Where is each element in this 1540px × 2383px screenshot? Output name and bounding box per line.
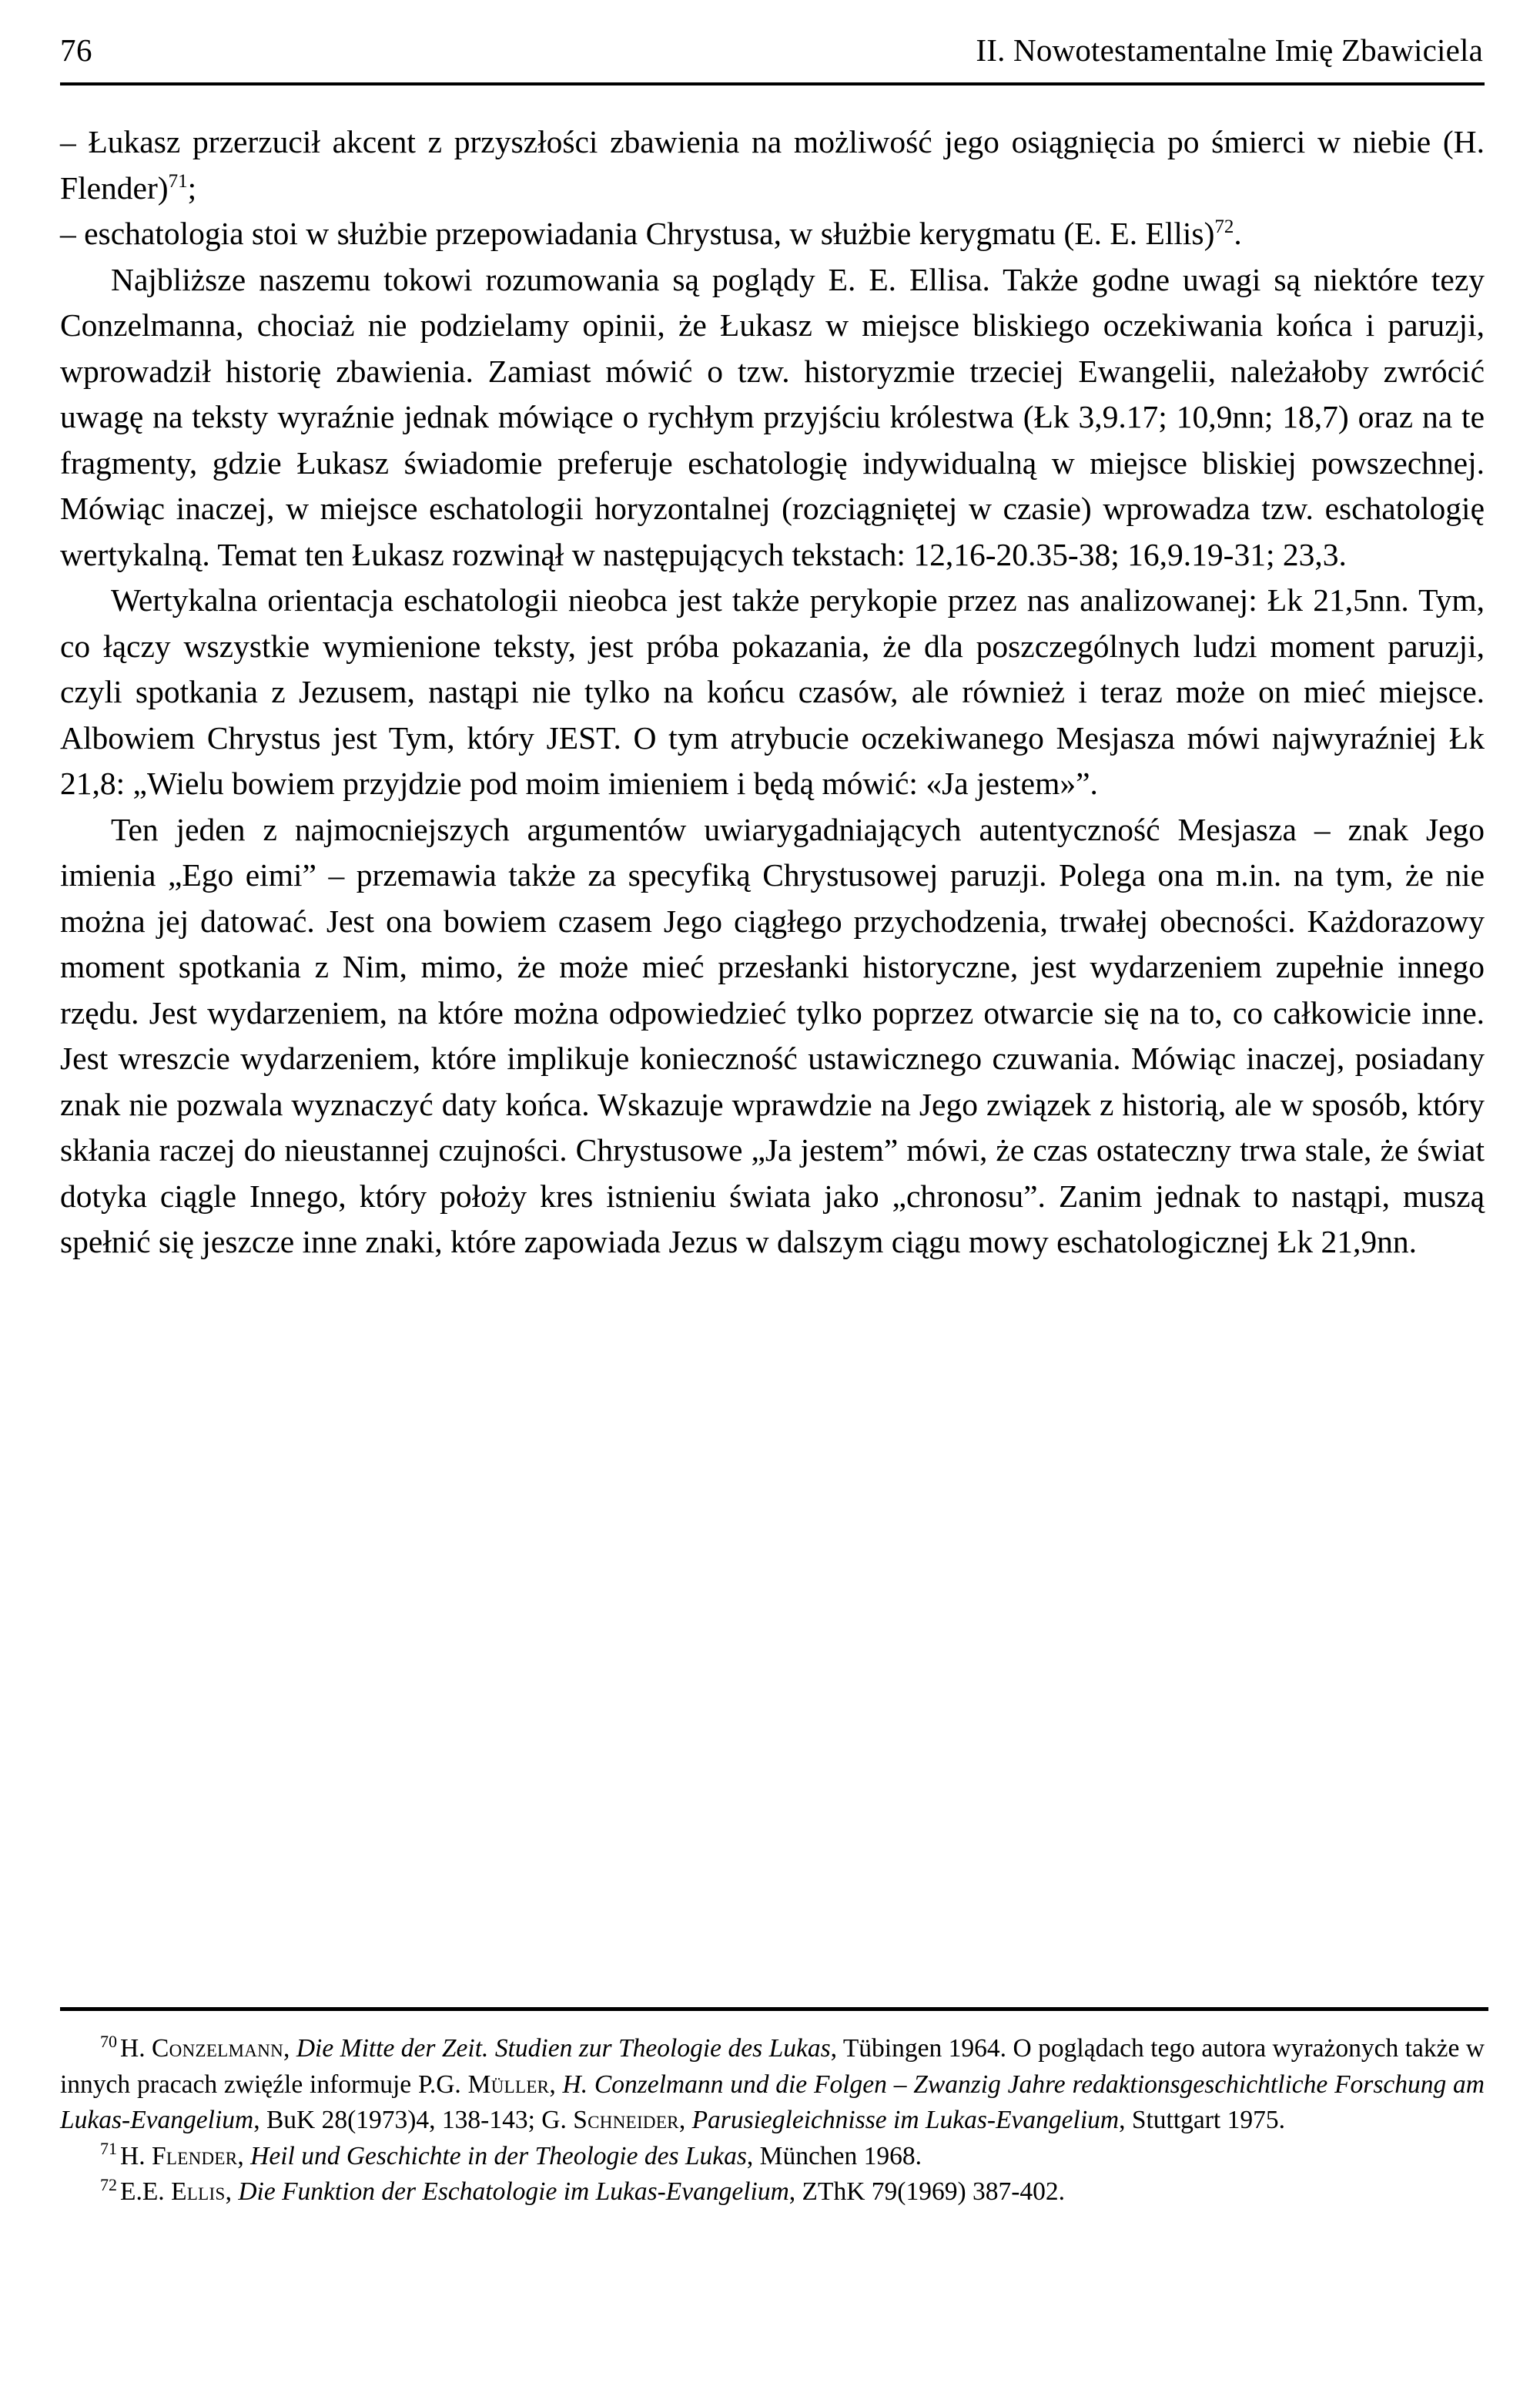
footnote-author: Flender xyxy=(151,2141,238,2170)
paragraph: Najbliższe naszemu tokowi rozumowania są poglądy E. E. Ellisa. Także godne uwagi są niektóre tezy Conzelmanna, chociaż nie podzielamy opinii, że Łukasz w miejsce bliskiego oczekiwania końca i paruzji, wprowadził historię zbawienia. Zamiast mówić o tzw. historyzmie trzeciej Ewangelii, należałoby zwrócić uwagę na teksty wyraźnie jednak mówiące o rychłym przyjściu królestwa (Łk 3,9.17; 10,9nn; 18,7) oraz na te fragmenty, gdzie Łukasz świadomie preferuje eschatologię indywidualną w miejsce bliskiej powszechnej. Mówiąc inaczej, w miejsce eschatologii horyzontalnej (rozciągniętej w czasie) wprowadza tzw. eschatologię wertykalną. Temat ten Łukasz rozwinął w następujących tekstach: 12,16-20.35-38; 16,9.19-31; 23,3. xyxy=(60,261,1485,572)
footnote-marker: 71 xyxy=(100,2139,117,2159)
footnote-text: , ZThK 79(1969) 387-402. xyxy=(788,2177,1066,2206)
footnote-text: , München 1968. xyxy=(746,2141,922,2170)
footnote-marker: 70 xyxy=(100,2031,117,2051)
footnote-text: , xyxy=(237,2141,251,2170)
body-text xyxy=(60,119,1485,1265)
footnote-text: H. xyxy=(120,2034,152,2063)
footnote-author: Conzelmann xyxy=(152,2034,284,2063)
footnote-title: Heil und Geschichte in der Theologie des Lukas xyxy=(250,2141,747,2170)
footnote-70 xyxy=(60,2031,1485,2139)
footnote-text: H. xyxy=(120,2141,152,2170)
footnote-author: Ellis xyxy=(171,2177,226,2206)
footnote-text: , xyxy=(225,2177,239,2206)
footnote-list xyxy=(60,2031,1485,2210)
running-head xyxy=(60,0,1485,69)
running-head-title: II. Nowotestamentalne Imię Zbawiciela xyxy=(976,32,1483,68)
footnote-text: , xyxy=(678,2106,692,2134)
footnote-72 xyxy=(60,2174,1485,2210)
paragraph: Wertykalna orientacja eschatologii nieobca jest także perykopie przez nas analizowanej: Łk 21,5nn. Tym, co łączy wszystkie wymienione teksty, jest próba pokazania, że dla poszczególnych ludzi moment paruzji, czyli spotkania z Jezusem, nastąpi nie tylko na końcu czasów, ale również i teraz może on mieć miejsce. Albowiem Chrystus jest Tym, który JEST. O tym atrybucie oczekiwanego Mesjasza mówi najwyraźniej Łk 21,8: „Wielu bowiem przyjdzie pod moim imieniem i będą mówić: «Ja jestem»”. xyxy=(60,582,1485,802)
footnote-author: Müller xyxy=(467,2070,550,2099)
footnote-reference-71[interactable]: 71 xyxy=(168,170,188,192)
footnote-text: E.E. xyxy=(120,2177,172,2206)
footnote-area xyxy=(60,2007,1485,2210)
footnote-reference-72[interactable]: 72 xyxy=(1214,216,1234,238)
footnote-text: , xyxy=(283,2034,296,2063)
header-rule xyxy=(60,82,1485,85)
footnote-title: H. Conzelmann und die Folgen – Zwanzig Jahre redaktionsgeschichtliche Forschung am Lukas-Evangelium xyxy=(60,2070,1485,2134)
list-item xyxy=(60,119,1485,211)
paragraph: Ten jeden z najmocniejszych argumentów uwiarygadniających autentyczność Mesjasza – znak Jego imienia „Ego eimi” – przemawia także za specyfiką Chrystusowej paruzji. Polega ona m.in. na tym, że nie można jej datować. Jest ona bowiem czasem Jego ciągłego przychodzenia, trwałej obecności. Każdorazowy moment spotkania z Nim, mimo, że może mieć przesłanki historyczne, jest wydarzeniem zupełnie innego rzędu. Jest wydarzeniem, na które można odpowiedzieć tylko poprzez otwarcie się na to, co całkowicie inne. Jest wreszcie wydarzeniem, które implikuje konieczność ustawicznego czuwania. Mówiąc inaczej, posiadany znak nie pozwala wyznaczyć daty końca. Wskazuje wprawdzie na Jego związek z historią, ale w sposób, który skłania raczej do nieustannej czujności. Chrystusowe „Ja jestem” mówi, że czas ostateczny trwa stale, że świat dotyka ciągle Innego, który położy kres istnieniu świata jako „chronosu”. Zanim jednak to nastąpi, muszą spełnić się jeszcze inne znaki, które zapowiada Jezus w dalszym ciągu mowy eschatologicznej Łk 21,9nn. xyxy=(60,811,1485,1260)
footnote-71 xyxy=(60,2139,1485,2175)
list-item-tail: ; xyxy=(187,169,197,206)
footnote-separator-rule xyxy=(60,2007,1488,2011)
footnote-title: Die Mitte der Zeit. Studien zur Theologie des Lukas xyxy=(296,2034,831,2063)
footnote-text: , Tübingen 1964. O poglądach tego autora wyrażonych także w innych pracach zwięźle informuje P.G. xyxy=(60,2034,1485,2099)
footnote-text: , xyxy=(549,2070,563,2099)
list-item-tail: . xyxy=(1234,216,1242,252)
footnote-text: , Stuttgart 1975. xyxy=(1119,2106,1285,2134)
list-item-text: – eschatologia stoi w służbie przepowiadania Chrystusa, w służbie kerygmatu (E. E. Ellis) xyxy=(60,216,1215,252)
list-item xyxy=(60,211,1485,257)
footnote-marker: 72 xyxy=(100,2174,117,2194)
footnote-author: Schneider xyxy=(573,2106,679,2134)
page-content xyxy=(60,0,1485,1265)
page-number: 76 xyxy=(60,32,92,68)
footnote-text: , BuK 28(1973)4, 138-143; G. xyxy=(253,2106,574,2134)
footnote-title: Die Funktion der Eschatologie im Lukas-Evangelium xyxy=(238,2177,789,2206)
footnote-title: Parusiegleichnisse im Lukas-Evangelium xyxy=(691,2106,1120,2134)
list-item-text: – Łukasz przerzucił akcent z przyszłości zbawienia na możliwość jego osiągnięcia po śmierci w niebie (H. Flender) xyxy=(60,124,1485,206)
